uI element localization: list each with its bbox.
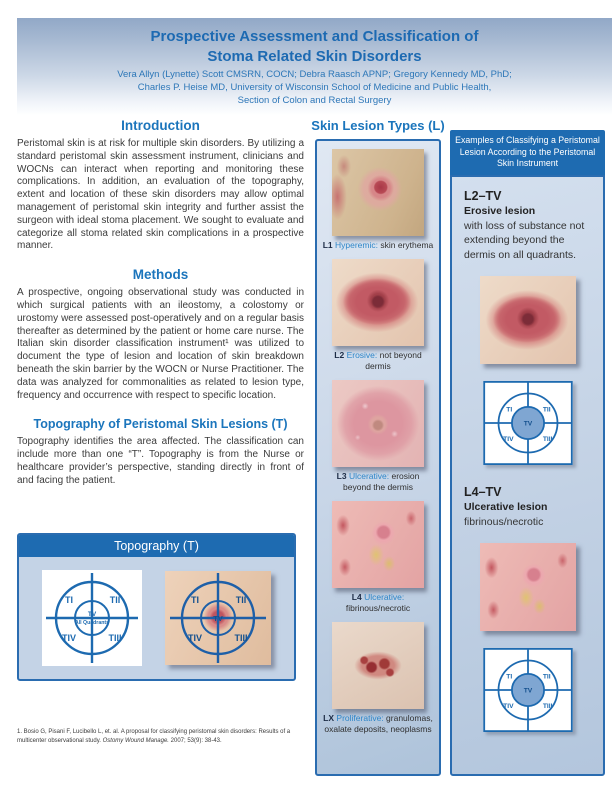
case-desc: fibrinous/necrotic bbox=[464, 515, 544, 528]
quadrant-label-tiii: TIII bbox=[108, 633, 122, 643]
case-code: L4–TV bbox=[464, 485, 502, 500]
lesion-desc: fibrinous/necrotic bbox=[345, 603, 411, 614]
lesion-photo-l4 bbox=[332, 501, 424, 588]
reference-citation: 2007; 53(9): 38-43. bbox=[168, 738, 222, 745]
examples-column bbox=[450, 130, 605, 776]
quadrant-label-tii: TII bbox=[542, 673, 551, 681]
quadrant-label-tiii: TIII bbox=[234, 633, 248, 643]
quadrant-label-tiii: TIII bbox=[542, 702, 552, 710]
lesion-caption-l2 bbox=[322, 350, 434, 372]
poster-header bbox=[17, 18, 612, 115]
poster-title-line1: Prospective Assessment and Classification of bbox=[150, 28, 479, 45]
lesion-photo-l2 bbox=[332, 259, 424, 346]
example-case-l4tv bbox=[464, 485, 591, 732]
topography-diagram-schematic bbox=[42, 570, 142, 666]
lesion-photo-l3 bbox=[332, 380, 424, 467]
methods-heading: Methods bbox=[132, 267, 189, 283]
topography-box bbox=[17, 533, 296, 681]
lesion-term: Erosive: bbox=[346, 350, 378, 361]
quadrant-label-ti: TI bbox=[505, 406, 512, 414]
quadrant-label-tii: TII bbox=[109, 595, 121, 605]
lesion-term: Hyperemic: bbox=[335, 240, 378, 250]
lesion-types-panel bbox=[315, 139, 441, 776]
case-name: Erosive lesion bbox=[464, 204, 536, 217]
quadrant-diagram-icon bbox=[483, 381, 573, 465]
topography-box-header: Topography (T) bbox=[19, 535, 294, 557]
lesion-caption-l4 bbox=[322, 592, 434, 614]
topography-diagram-photo bbox=[165, 571, 271, 665]
lesion-code: L2 bbox=[334, 350, 345, 361]
authors-line1: Vera Allyn (Lynette) Scott CMSRN, COCN; Debra Raasch APNP; Gregory Kennedy MD, PhD; bbox=[117, 69, 512, 80]
lesion-desc: not beyond dermis bbox=[365, 350, 422, 372]
lesion-caption-l3 bbox=[322, 471, 434, 493]
quadrant-label-tii: TII bbox=[235, 595, 247, 605]
lesion-code: L4 bbox=[351, 592, 362, 603]
left-column bbox=[17, 118, 304, 780]
example-diagram-tv bbox=[483, 648, 573, 732]
reference-journal: Ostomy Wound Manage. bbox=[102, 738, 169, 745]
methods-body: A prospective, ongoing observational study was conducted in which surgical patients with an ileostomy, a colostomy or urostomy were assessed post-operatively and on a regular basis thereafter as determined by the patient or home care nurse. The Italian skin disorder classification instrument¹ was utilized to document the type of lesion and location of skin breakdown beneath the skin barrier by the WOCN or Nurse Practitioner. The data was analyzed for commonalities as related to lesion type, frequency and occurrence with respect to specific location. bbox=[17, 287, 304, 401]
lesion-caption-lx bbox=[322, 713, 434, 735]
quadrant-label-ti: TI bbox=[65, 595, 73, 605]
introduction-heading: Introduction bbox=[121, 118, 200, 133]
quadrant-diagram-icon bbox=[42, 570, 142, 666]
lesion-term: Proliferative: bbox=[336, 713, 384, 724]
topography-box-body bbox=[19, 557, 294, 679]
topography-body: Topography identifies the area affected. The classification can include more than one “T”. Topography is from the Nurse or healthcare provider’s perspective, standing directly in front of and facing the patient. bbox=[17, 436, 304, 486]
quadrant-label-tii: TII bbox=[542, 406, 551, 414]
example-diagram-tv bbox=[483, 381, 573, 465]
reference-text: 1. Bosio G, Pisani F, Lucibello L, et. al. A proposal for classifying peristomal skin disorders: Results of a multicenter observational study. bbox=[17, 729, 291, 745]
quadrant-label-tiv: TIV bbox=[187, 633, 203, 643]
quadrant-label-ti: TI bbox=[505, 673, 512, 681]
poster-title bbox=[17, 27, 612, 66]
lesion-term: Ulcerative: bbox=[364, 592, 405, 603]
example-case-l2tv bbox=[464, 189, 591, 465]
lesion-types-heading: Skin Lesion Types (L) bbox=[311, 118, 445, 133]
quadrant-label-tiv: TIV bbox=[61, 633, 77, 643]
lesion-photo-l1 bbox=[332, 149, 424, 236]
poster-title-line2: Stoma Related Skin Disorders bbox=[207, 47, 422, 65]
quadrant-label-ti: TI bbox=[191, 595, 199, 605]
quadrant-diagram-icon bbox=[483, 648, 573, 732]
quadrant-overlay-icon bbox=[165, 571, 271, 665]
lesion-desc: granulomas, oxalate deposits, neoplasms bbox=[324, 713, 433, 735]
authors-line3: Section of Colon and Rectal Surgery bbox=[237, 94, 392, 106]
quadrant-label-all: All Quadrants bbox=[74, 620, 110, 626]
case-desc: with loss of substance not extending beyond the dermis on all quadrants. bbox=[464, 219, 585, 262]
example-photo-ulcerative bbox=[480, 543, 576, 631]
lesion-code: L1 bbox=[322, 240, 333, 250]
lesion-desc: skin erythema bbox=[380, 240, 434, 250]
lesion-term: Ulcerative: bbox=[348, 471, 390, 482]
lesion-desc: erosion beyond the dermis bbox=[343, 471, 420, 493]
authors-line2: Charles P. Heise MD, University of Wisconsin School of Medicine and Public Health, bbox=[137, 81, 492, 93]
topography-heading: Topography of Peristomal Skin Lesions (T) bbox=[33, 417, 288, 432]
quadrant-label-tv: TV bbox=[523, 687, 532, 695]
quadrant-label-tiv: TIV bbox=[502, 702, 514, 710]
examples-panel bbox=[450, 175, 605, 776]
poster-authors bbox=[17, 69, 612, 107]
quadrant-label-tv: TV bbox=[523, 420, 532, 428]
quadrant-label-tiii: TIII bbox=[542, 436, 552, 444]
lesion-photo-lx bbox=[332, 622, 424, 709]
examples-header: Examples of Classifying a Peristomal Lesion According to the Peristomal Skin Instrument bbox=[450, 130, 605, 175]
quadrant-label-tv: TV bbox=[213, 614, 223, 623]
case-name: Ulcerative lesion bbox=[464, 501, 548, 514]
case-code: L2–TV bbox=[464, 188, 502, 203]
reference-footnote bbox=[17, 728, 309, 747]
lesion-code: L3 bbox=[336, 471, 347, 482]
lesion-caption-l1 bbox=[323, 240, 434, 251]
example-photo-erosive bbox=[480, 276, 576, 364]
introduction-body: Peristomal skin is at risk for multiple skin disorders. By utilizing a standard peristomal skin assessment instrument, clinicians and WOCNs can interact when reporting and monitoring these complications. In addition, an evaluation of the topography, extent and location of these skin disorders may allow optimal management of peristomal skin integrity and further assist the surgeon with ideal stoma placement. We sought to evaluate and categorize all stoma related skin complications in a prospective manner. bbox=[17, 138, 304, 252]
quadrant-label-tv: TV bbox=[87, 611, 97, 618]
quadrant-label-tiv: TIV bbox=[502, 436, 514, 444]
lesion-code: LX bbox=[323, 713, 335, 724]
